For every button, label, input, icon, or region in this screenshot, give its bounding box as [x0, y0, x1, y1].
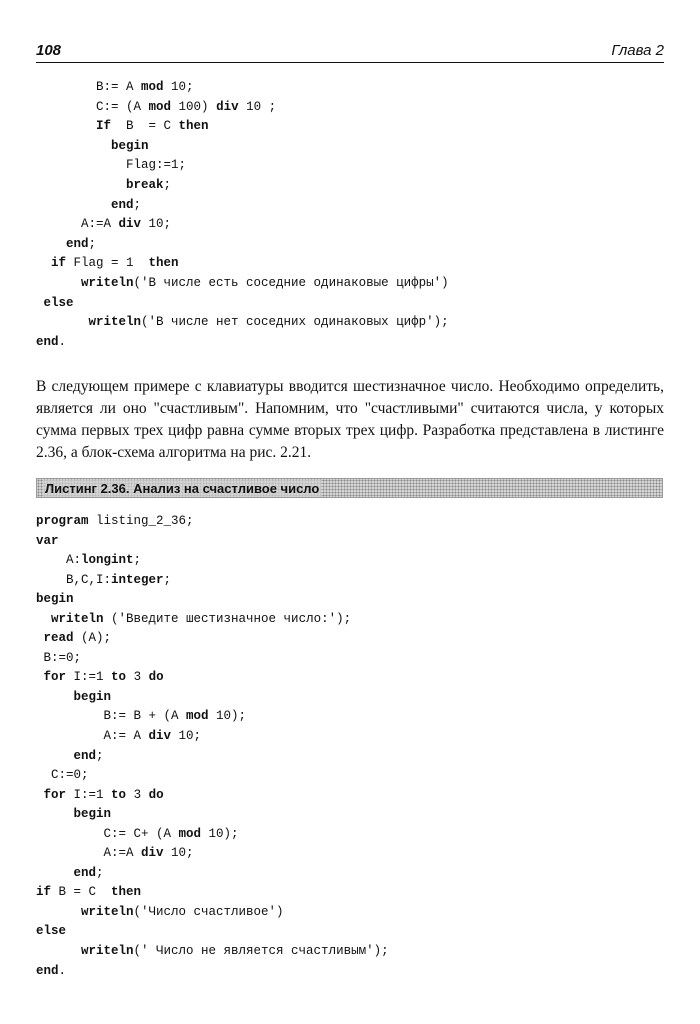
code-line: B:= B + (A mod 10);: [36, 709, 247, 724]
code-line: for I:=1 to 3 do: [43, 670, 164, 685]
code-line: read (A);: [43, 631, 112, 646]
code-line: writeln('Число счастливое'): [81, 904, 284, 919]
code-block-top: [36, 78, 666, 352]
code-line: else: [36, 924, 67, 939]
code-line: B:= A mod 10;: [36, 80, 194, 94]
code-line: break;: [126, 177, 172, 192]
code-line: Flag:=1;: [36, 158, 187, 173]
code-line: else: [43, 295, 74, 310]
code-line: begin: [73, 807, 112, 822]
code-line: C:= C+ (A mod 10);: [36, 826, 239, 841]
code-line: begin: [36, 592, 74, 607]
code-line: end;: [73, 865, 104, 880]
code-line: A:=A div 10;: [36, 846, 194, 861]
code-line: B:=0;: [36, 650, 82, 665]
code-line: program listing_2_36;: [36, 514, 194, 528]
code-line: A:= A div 10;: [36, 729, 202, 744]
listing-caption-bar: [36, 478, 663, 498]
code-line: A:longint;: [36, 553, 142, 568]
page-header: [36, 42, 664, 63]
code-line: A:=A div 10;: [36, 217, 172, 232]
code-line: If B = C then: [96, 119, 209, 134]
code-line: var: [36, 533, 59, 548]
code-line: if Flag = 1 then: [51, 256, 179, 271]
code-line: end.: [36, 963, 67, 978]
code-line: writeln('В числе нет соседних одинаковых цифр');: [88, 315, 449, 330]
code-line: writeln ('Введите шестизначное число:');: [51, 611, 352, 626]
listing-title: Листинг 2.36. Анализ на счастливое число: [45, 481, 320, 496]
chapter-title: Глава 2: [611, 42, 664, 59]
code-line: end;: [111, 197, 142, 212]
code-line: end;: [73, 748, 104, 763]
body-paragraph: В следующем примере с клавиатуры вводится шестизначное число. Необходимо определить, является ли оно "счастливым". Напомним, что "счастливыми" считаются числа, у которых сумма первых трех цифр равна сумме вторых трех цифр. Разработка представлена в листинге 2.36, а блок-схема алгоритма на рис. 2.21.: [36, 378, 664, 461]
code-line: end.: [36, 334, 67, 349]
code-line: for I:=1 to 3 do: [43, 787, 164, 802]
code-line: end;: [66, 236, 97, 251]
code-line: begin: [111, 138, 149, 153]
code-line: C:=0;: [36, 768, 89, 783]
code-line: if B = C then: [36, 885, 142, 900]
page-number: 108: [36, 42, 62, 59]
code-line: writeln(' Число не является счастливым');: [81, 944, 389, 959]
code-block-listing: [36, 512, 666, 981]
code-line: begin: [73, 689, 112, 704]
code-line: C:= (A mod 100) div 10 ;: [36, 99, 277, 114]
code-line: B,C,I:integer;: [36, 572, 172, 587]
code-line: writeln('В числе есть соседние одинаковые цифры'): [81, 275, 449, 290]
